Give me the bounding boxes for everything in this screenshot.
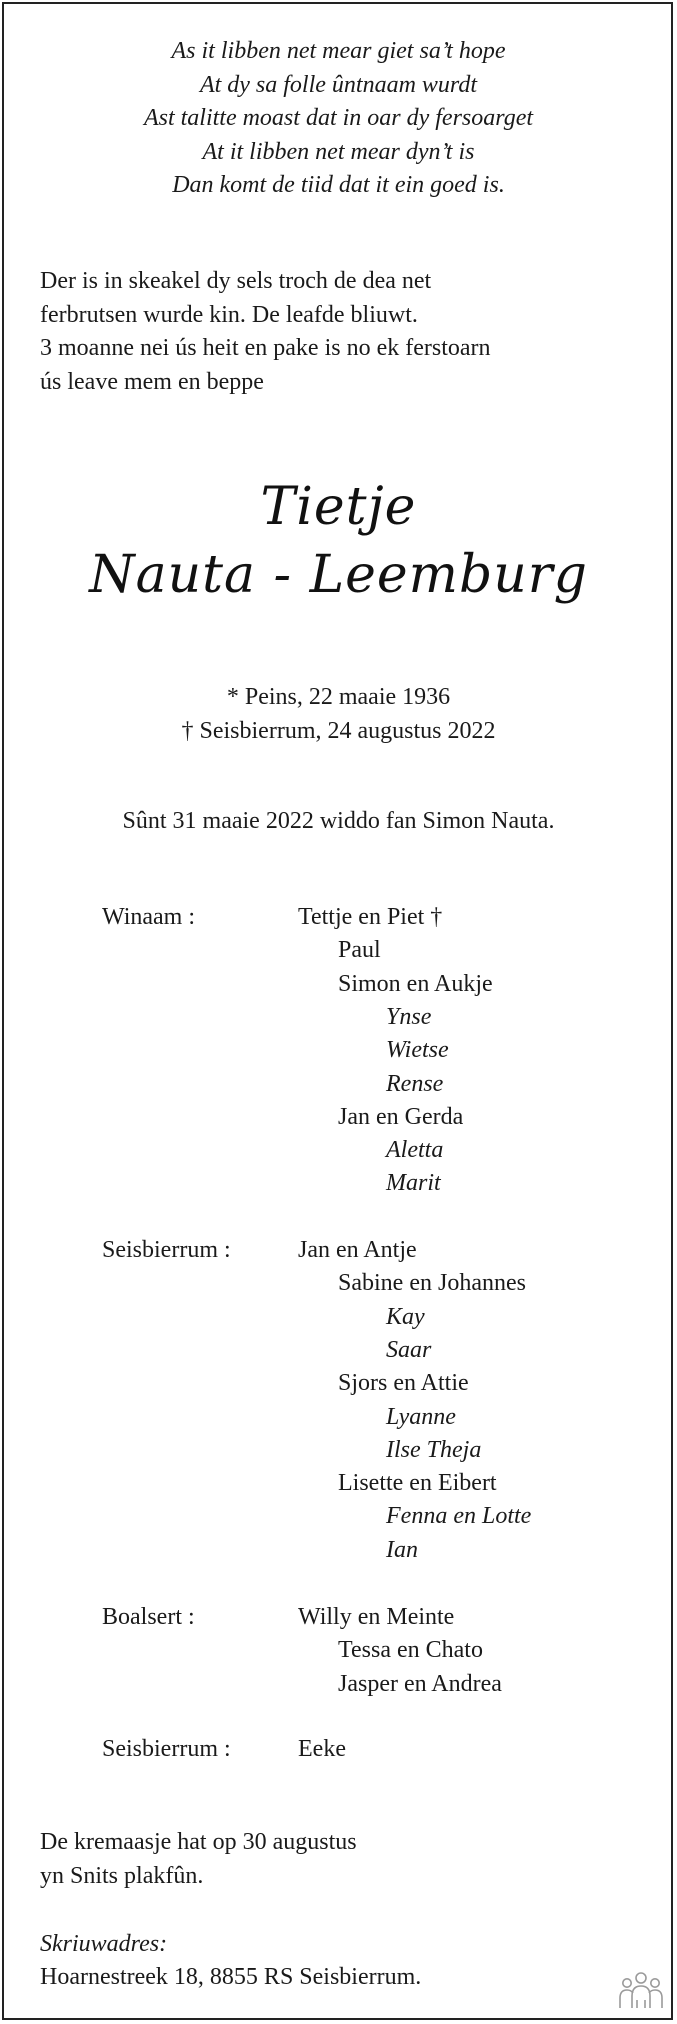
address-value: Hoarnestreek 18, 8855 RS Seisbierrum. <box>40 1964 422 1990</box>
poem-line: At dy sa folle ûntnaam wurdt <box>199 71 478 98</box>
widow-line: Sûnt 31 maaie 2022 widdo fan Simon Nauta. <box>122 808 555 834</box>
intro-line: Der is in skeakel dy sels troch de dea net <box>40 268 432 294</box>
family-great-grandchild: Fenna en Lotte <box>386 1503 532 1530</box>
family-great-grandchild: Ilse Theja <box>386 1436 482 1463</box>
family-child: Jan en Antje <box>298 1237 417 1263</box>
family-child: Willy en Meinte <box>298 1604 455 1630</box>
family-great-grandchild: Lyanne <box>386 1403 456 1430</box>
family-great-grandchild: Wietse <box>386 1037 449 1064</box>
family-grandchild: Simon en Aukje <box>338 970 493 997</box>
poem-line: At it libben net mear dyn’t is <box>202 138 475 165</box>
family-grandchild: Jasper en Andrea <box>338 1670 502 1697</box>
death-date: † Seisbierrum, 24 augustus 2022 <box>181 718 496 744</box>
family-grandchild: Paul <box>338 937 381 964</box>
intro-line: ús leave mem en beppe <box>40 368 264 395</box>
family-grandchild: Sabine en Johannes <box>338 1270 526 1297</box>
deceased-first-name: Tietje <box>260 477 417 537</box>
intro-line: 3 moanne nei ús heit en pake is no ek ferstoarn <box>40 335 491 361</box>
family-child: Eeke <box>298 1736 346 1762</box>
people-group-icon <box>618 1970 664 2010</box>
family-great-grandchild: Saar <box>386 1336 432 1363</box>
family-grandchild: Jan en Gerda <box>338 1103 464 1130</box>
closing-text <box>40 1826 650 1893</box>
family-place-label: Seisbierrum : <box>102 1736 231 1762</box>
family-great-grandchild: Rense <box>386 1070 444 1097</box>
family-great-grandchild: Kay <box>386 1303 425 1330</box>
closing-line: yn Snits plakfûn. <box>40 1862 204 1889</box>
deceased-family-name: Nauta - Leemburg <box>89 545 588 605</box>
family-place-label: Winaam : <box>102 904 195 930</box>
address-label: Skriuwadres: <box>40 1931 168 1957</box>
poem-line: Ast talitte moast dat in oar dy fersoarget <box>143 105 534 131</box>
family-great-grandchild: Ian <box>386 1536 418 1563</box>
family-grandchild: Sjors en Attie <box>338 1370 469 1397</box>
family-child: Tettje en Piet † <box>298 904 443 930</box>
family-place-label: Boalsert : <box>102 1604 195 1630</box>
poem-line: As it libben net mear giet sa’t hope <box>171 38 506 64</box>
intro-line: ferbrutsen wurde kin. De leafde bliuwt. <box>40 301 418 328</box>
family-great-grandchild: Marit <box>386 1170 441 1197</box>
family-great-grandchild: Aletta <box>386 1137 444 1164</box>
closing-line: De kremaasje hat op 30 augustus <box>40 1829 357 1855</box>
family-grandchild: Lisette en Eibert <box>338 1470 497 1497</box>
family-place-label: Seisbierrum : <box>102 1237 231 1263</box>
birth-date: * Peins, 22 maaie 1936 <box>226 684 451 710</box>
family-great-grandchild: Ynse <box>386 1003 432 1030</box>
family-grandchild: Tessa en Chato <box>338 1637 483 1664</box>
poem-line: Dan komt de tiid dat it ein goed is. <box>172 172 505 198</box>
